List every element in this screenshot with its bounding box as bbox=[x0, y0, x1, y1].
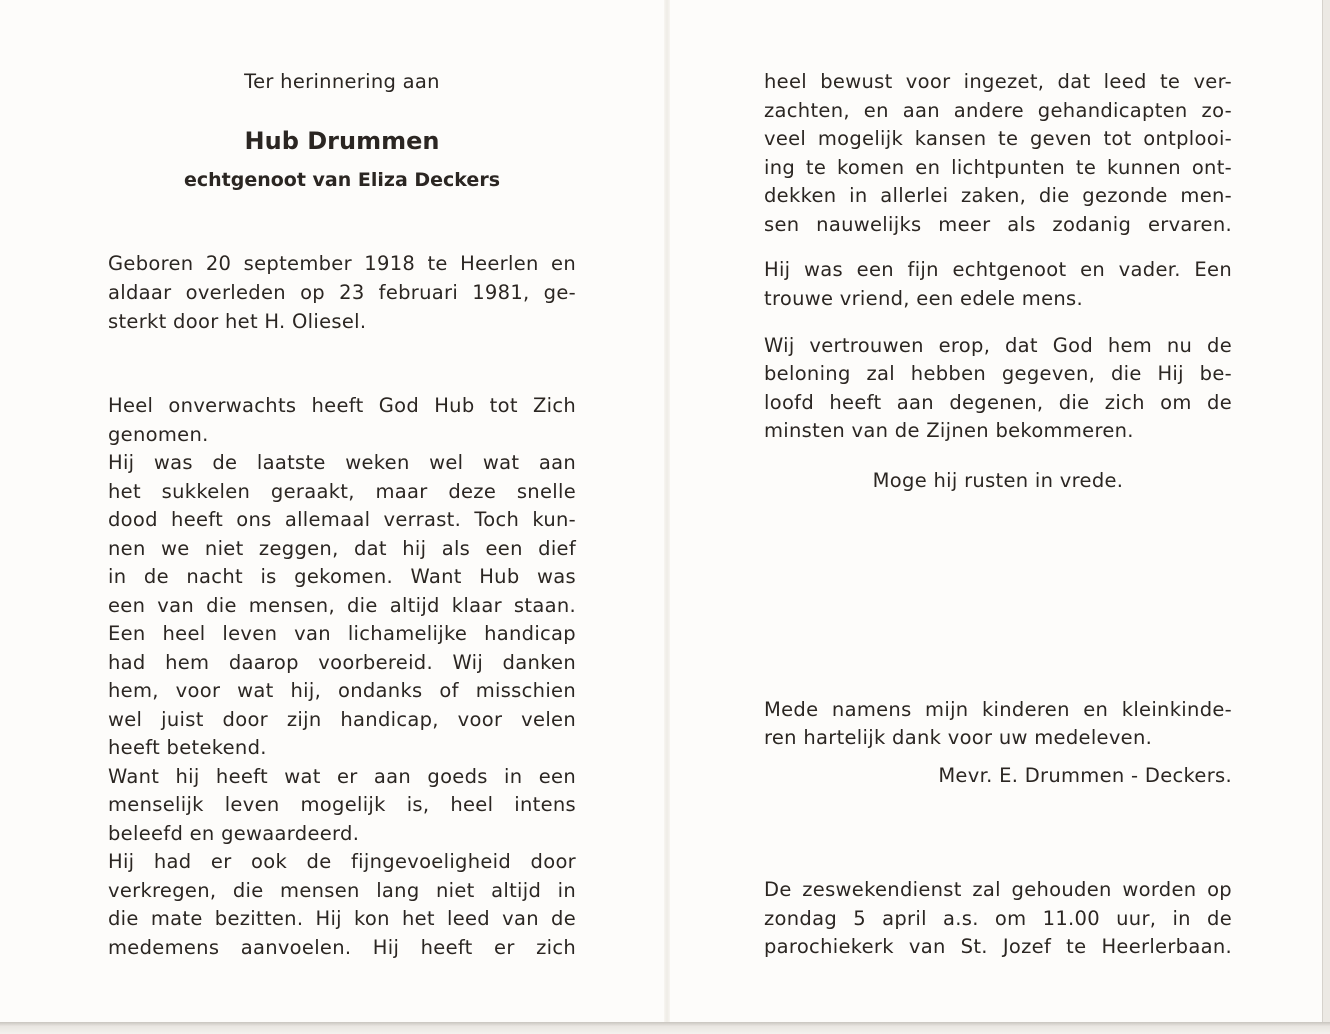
text-line: beleefd en gewaardeerd. bbox=[108, 822, 360, 845]
deceased-name: Hub Drummen bbox=[244, 127, 440, 155]
text-line: Hij was de laatste weken wel wat aan bbox=[108, 451, 576, 474]
text-line: heel bewust voor ingezet, dat leed te ver- bbox=[764, 70, 1232, 93]
text-line: Heel onverwachts heeft God Hub tot Zich bbox=[108, 394, 576, 417]
text-line: hem, voor wat hij, ondanks of misschien bbox=[108, 679, 576, 702]
card-fold bbox=[664, 0, 670, 1022]
text-line: heeft betekend. bbox=[108, 736, 267, 759]
text-line: beloning zal hebben gegeven, die Hij be- bbox=[764, 362, 1232, 385]
text-line: zachten, en aan andere gehandicapten zo- bbox=[764, 99, 1232, 122]
text-line: Hij was een fijn echtgenoot en vader. Een bbox=[764, 258, 1232, 281]
text-line: menselijk leven mogelijk is, heel intens bbox=[108, 793, 576, 816]
text-line: had hem daarop voorbereid. Wij danken bbox=[108, 651, 576, 674]
text-line: ren hartelijk dank voor uw medeleven. bbox=[764, 726, 1153, 749]
text-line: aldaar overleden op 23 februari 1981, ge- bbox=[108, 281, 576, 304]
text-line: Geboren 20 september 1918 te Heerlen en bbox=[108, 252, 576, 275]
text-line: sterkt door het H. Oliesel. bbox=[108, 310, 367, 333]
text-line: Een heel leven van lichamelijke handicap bbox=[108, 622, 576, 645]
text-line: veel mogelijk kansen te geven tot ontplooi- bbox=[764, 127, 1232, 150]
text-line: nen we niet zeggen, dat hij als een dief bbox=[108, 537, 576, 560]
text-line: dekken in allerlei zaken, die gezonde men- bbox=[764, 184, 1232, 207]
text-line: wel juist door zijn handicap, voor velen bbox=[108, 708, 576, 731]
intro-text: Ter herinnering aan bbox=[244, 70, 440, 93]
spouse-line: echtgenoot van Eliza Deckers bbox=[183, 169, 501, 191]
text-line: een van die mensen, die altijd klaar staan. bbox=[108, 594, 576, 617]
text-line: Hij had er ook de fijngevoeligheid door bbox=[108, 850, 576, 873]
text-line: het sukkelen geraakt, maar deze snelle bbox=[108, 480, 576, 503]
card-edge-bottom bbox=[0, 1022, 1330, 1034]
text-line: Wij vertrouwen erop, dat God hem nu de bbox=[764, 334, 1232, 357]
text-line: Mede namens mijn kinderen en kleinkinde- bbox=[764, 698, 1232, 721]
card-edge-right bbox=[1322, 0, 1330, 1034]
text-line: verkregen, die mensen lang niet altijd in bbox=[108, 879, 576, 902]
text-line: in de nacht is gekomen. Want Hub was bbox=[108, 565, 576, 588]
text-line: trouwe vriend, een edele mens. bbox=[764, 287, 1084, 310]
text-line: loofd heeft aan degenen, die zich om de bbox=[764, 391, 1232, 414]
text-line: die mate bezitten. Hij kon het leed van de bbox=[108, 907, 576, 930]
prayer-line: Moge hij rusten in vrede. bbox=[872, 469, 1124, 492]
text-line: zondag 5 april a.s. om 11.00 uur, in de bbox=[764, 907, 1232, 930]
text-line: parochiekerk van St. Jozef te Heerlerbaan. bbox=[764, 935, 1232, 958]
text-line: sen nauwelijks meer als zodanig ervaren. bbox=[764, 213, 1232, 236]
text-line: ing te komen en lichtpunten te kunnen ont- bbox=[764, 156, 1232, 179]
text-line: De zeswekendienst zal gehouden worden op bbox=[764, 878, 1232, 901]
signature: Mevr. E. Drummen - Deckers. bbox=[938, 764, 1232, 787]
text-line: dood heeft ons allemaal verrast. Toch kun- bbox=[108, 508, 576, 531]
text-line: Want hij heeft wat er aan goeds in een bbox=[108, 765, 576, 788]
text-line: genomen. bbox=[108, 423, 209, 446]
text-line: minsten van de Zijnen bekommeren. bbox=[764, 419, 1134, 442]
text-line: medemens aanvoelen. Hij heeft er zich bbox=[108, 936, 576, 959]
